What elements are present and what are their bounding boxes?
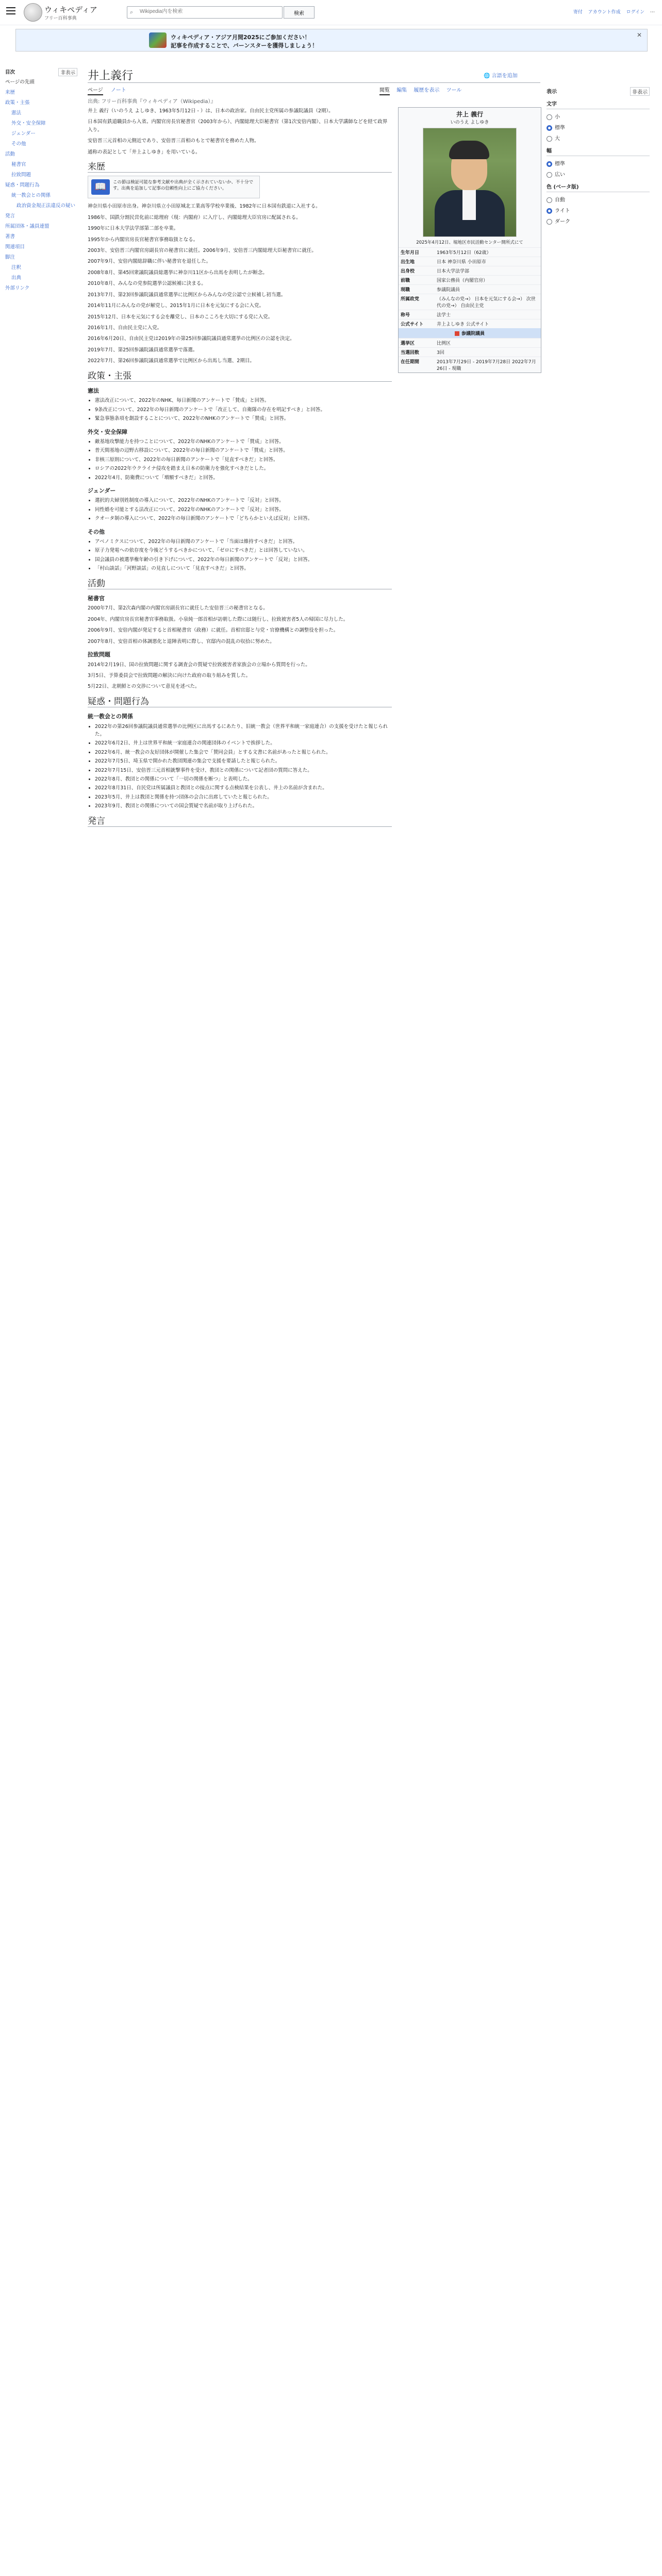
infobox-office-label: 参議院議員 [461, 331, 485, 336]
appearance-hide-button[interactable]: 非表示 [630, 87, 650, 96]
list-item: • ロシアの2022年ウクライナ侵攻を踏まえ日本の防衛力を強化すべきだとした。 [95, 465, 392, 472]
tab-read[interactable]: 閲覧 [379, 88, 390, 95]
text-size-large[interactable] [547, 132, 650, 143]
personal-tools [569, 8, 655, 15]
list-item: • クオータ制の導入について、2022年の毎日新聞のアンケートで「どちらかといえば反対」と回答。 [95, 515, 392, 522]
toc-item[interactable]: 外交・安全保障 [11, 121, 46, 126]
subsection-heading: 外交・安全保障 [88, 428, 127, 435]
radio-icon [547, 114, 552, 120]
donate-link[interactable]: 寄付 [573, 10, 583, 15]
toc-item[interactable]: 政策・主張 [5, 100, 30, 106]
subsection-heading: その他 [88, 528, 105, 535]
activity-paragraph: 2000年7月、第2次森内閣の内閣官房副長官に就任した安倍晋三の秘書官となる。 [88, 605, 268, 612]
text-size-standard[interactable] [547, 122, 650, 132]
toc-item[interactable]: 来歴 [5, 90, 15, 95]
more-icon[interactable]: ⋯ [650, 10, 655, 15]
radio-icon [547, 136, 552, 142]
wordmark[interactable]: ウィキペディア [44, 5, 97, 14]
history-paragraph: 1986年、国鉄分割民営化前に総理府（現：内閣府）に入庁し、内閣総理大臣官房に配属される。 [88, 214, 301, 221]
width-standard-label: 標準 [555, 161, 565, 167]
infobox-row [399, 347, 541, 357]
toc-item[interactable]: 著書 [5, 234, 15, 240]
text-size-large-label: 大 [555, 136, 560, 142]
text-size-small[interactable] [547, 111, 650, 122]
radio-selected-icon [547, 161, 552, 167]
activity-paragraph: 2004年、内閣官房長官秘書官事務取扱。小泉純一郎首相が訪朝した際には随行し、拉致被害者5人の帰国に尽力した。 [88, 616, 349, 622]
page-title: 井上義行 [88, 70, 134, 82]
scandal-list [88, 723, 392, 810]
history-paragraph: 2015年12月、日本を元気にする会を離党し、日本のこころを大切にする党に入党。 [88, 314, 273, 320]
toc-item[interactable]: 関連項目 [5, 244, 25, 250]
subsection-heading: 憲法 [88, 387, 99, 394]
photo-hair [449, 141, 489, 159]
section-heading-policy: 政策・主張 [88, 372, 392, 382]
infobox-value: 日本大学法学部 [437, 269, 470, 274]
search-box[interactable] [127, 6, 283, 19]
infobox-office-bar [399, 328, 541, 338]
close-icon[interactable]: ✕ [636, 31, 642, 39]
width-wide[interactable] [547, 168, 650, 179]
toc-item[interactable]: ページの先頭 [5, 79, 35, 85]
subsection-heading: ジェンダー [88, 487, 116, 494]
list-item: • 敵基地攻撃能力を持つことについて、2022年のNHKのアンケートで「賛成」と回答。 [95, 438, 392, 446]
subsection-heading: 拉致問題 [88, 651, 110, 658]
width-heading: 幅 [547, 143, 650, 156]
history-paragraph: 2019年7月、第25回参議院議員通常選挙で落選。 [88, 347, 198, 353]
infobox-row [399, 266, 541, 275]
infobox-label: 当選回数 [401, 350, 420, 355]
toc-item[interactable]: 政治資金規正法違反の疑い [16, 203, 76, 209]
history-paragraph: 神奈川県小田原市出身。神奈川県立小田原城北工業高等学校卒業後、1982年に日本国有鉄道に入社する。 [88, 204, 321, 210]
infobox-label: 出身校 [401, 269, 415, 274]
radio-selected-icon [547, 125, 552, 131]
toc-item[interactable]: 秘書官 [11, 162, 26, 167]
history-paragraph: 2014年11月にみんなの党が解党し、2015年1月に日本を元気にする会に入党。 [88, 303, 264, 309]
list-item: • 2022年の第26回参議院議員通常選挙の比例区に出馬するにあたり、旧統一教会（世界平和統一家庭連合）の支援を受けたと報じられた。 [95, 723, 392, 739]
infobox-row [399, 294, 541, 310]
history-paragraph: 2022年7月、第26回参議院議員通常選挙で比例区から出馬し当選、2期目。 [88, 358, 255, 364]
search-input[interactable] [139, 8, 275, 15]
toc-item[interactable]: その他 [11, 141, 26, 147]
login-link[interactable]: ログイン [626, 10, 645, 15]
tab-edit[interactable]: 編集 [396, 88, 407, 93]
toc-item[interactable]: 拉致問題 [11, 172, 31, 178]
color-heading: 色 (ベータ版) [547, 179, 650, 192]
infobox-value: 3回 [437, 350, 444, 355]
article-body [88, 107, 392, 830]
activity-section [88, 580, 392, 691]
list-item: • 2022年6月、統一教会の友好団体が開催した集会で「賛同会員」とする文書に名前があったと報じられた。 [95, 749, 392, 756]
list-item: • アベノミクスについて、2022年の毎日新聞のアンケートで「当面は維持すべきだ」と回答。 [95, 538, 392, 546]
list-item: • 2023年5月、井上は教団と関係を持つ団体の会合に出席していたと報じられた。 [95, 793, 392, 801]
asia-month-logo-icon [149, 32, 167, 48]
subsection-heading: 秘書官 [88, 595, 105, 602]
toc-item[interactable]: 統一教会との関係 [11, 193, 51, 198]
toc-sidebar [0, 67, 82, 293]
activity-paragraph: 2014年2月19日、国の拉致問題に関する調査会の質疑で拉致被害者家族会の立場から質問を行った。 [88, 662, 310, 668]
infobox-label: 称号 [401, 313, 410, 318]
policy-list [88, 438, 392, 482]
infobox-row [399, 257, 541, 266]
lead-paragraph: 安倍晋三元首相の元側近であり、安倍晋三首相のもとで秘書官を務めた人物。 [88, 138, 259, 144]
list-item: • 2022年8月、教団との関係について「一切の関係を断つ」と表明した。 [95, 775, 392, 783]
radio-icon [547, 197, 552, 203]
infobox-value: 比例区 [437, 341, 451, 346]
search-icon: ⌕ [130, 9, 134, 15]
toc-hide-button[interactable]: 非表示 [58, 68, 77, 76]
appearance-title: 表示 [547, 89, 557, 95]
section-heading-speech: 発言 [88, 818, 392, 827]
section-heading-scandal: 疑惑・問題行為 [88, 698, 392, 707]
policy-section [88, 372, 392, 573]
tab-talk[interactable]: ノート [111, 88, 126, 93]
infobox-row [399, 275, 541, 284]
infobox-row [399, 357, 541, 372]
lead-paragraph: 通称の表記として「井上よしゆき」を用いている。 [88, 149, 201, 155]
tab-page[interactable]: ページ [88, 88, 103, 95]
width-standard[interactable] [547, 158, 650, 168]
site-subtitle: 出典: フリー百科事典『ウィキペディア（Wikipedia）』 [88, 99, 216, 105]
section-heading-activity: 活動 [88, 580, 392, 589]
color-dark-label: ダーク [555, 219, 570, 225]
history-paragraph: 2007年9月、安倍内閣総辞職に伴い秘書官を退任した。 [88, 259, 211, 265]
toc-title: 目次 [5, 70, 15, 75]
color-light-label: ライト [555, 208, 570, 214]
infobox-label: 出生地 [401, 260, 415, 265]
infobox-rows [399, 247, 541, 328]
notice-text: この節は検証可能な参考文献や出典が全く示されていないか、不十分です。出典を追加して記事の信頼性向上にご協力ください。 [113, 180, 254, 192]
list-item: • 2022年6月2日、井上は世界平和統一家庭連合の関連団体のイベントで挨拶した。 [95, 739, 392, 747]
tab-tools[interactable]: ツール [446, 88, 462, 93]
toc-item[interactable]: 外部リンク [5, 285, 30, 291]
activity-paragraph: 2006年9月、安倍内閣が発足すると首相秘書官（政務）に就任。首相官邸と与党・官僚機構との調整役を担った。 [88, 628, 339, 634]
toc-item[interactable]: 注釈 [11, 265, 22, 270]
list-item: • 原子力発電への依存度を今後どうするべきかについて、「ゼロにすべきだ」とは回答していない。 [95, 547, 392, 554]
width-wide-label: 広い [555, 172, 565, 178]
create-account-link[interactable]: アカウント作成 [588, 10, 621, 15]
list-item: • 同性婚を可能とする法改正について、2022年のNHKのアンケートで「反対」と回答。 [95, 506, 392, 514]
activity-paragraph: 2007年8月、安倍首相の体調悪化と退陣表明に際し、官邸内の混乱の収拾に努めた。 [88, 638, 275, 645]
portrait-photo[interactable] [423, 128, 517, 237]
infobox-row [399, 319, 541, 328]
party-color-icon [455, 331, 459, 336]
banner-line-2: 記事を作成することで、バーンスターを獲得しましょう！ [171, 42, 318, 49]
infobox-value: 国家公務員（内閣官房） [437, 278, 488, 283]
add-languages-label: 言語を追加 [491, 73, 518, 79]
history-paragraph: 2016年1月、自由民主党に入党。 [88, 325, 162, 331]
appearance-heading [547, 86, 650, 96]
add-languages-button[interactable]: 🌐 言語を追加 [484, 73, 518, 79]
list-item: • 国会議員の被選挙権年齢の引き下げについて、2022年の毎日新聞のアンケートで「反対」と回答。 [95, 556, 392, 564]
history-paragraph: 2003年、安倍晋三内閣官房副長官の秘書官に就任。2006年9月、安倍晋三内閣総理大臣秘書官に就任。 [88, 248, 317, 254]
lead-section [88, 107, 392, 156]
policy-list [88, 497, 392, 522]
history-paragraph: 2013年7月、第23回参議院議員通常選挙に比例区からみんなの党公認で立候補し初当選。 [88, 292, 286, 298]
color-auto[interactable] [547, 194, 650, 205]
main-menu-icon[interactable] [6, 7, 15, 14]
toc-list [0, 76, 82, 293]
toc-item[interactable]: 発言 [5, 213, 15, 219]
text-size-small-label: 小 [555, 114, 560, 120]
namespace-tabs [88, 86, 133, 93]
text-size-heading: 文字 [547, 96, 650, 109]
color-light[interactable] [547, 205, 650, 215]
infobox-value: 法学士 [437, 313, 451, 318]
infobox-row [399, 284, 541, 294]
campaign-banner [15, 29, 648, 52]
infobox-value: （みんなの党→） 日本を元気にする会→） 次世代の党→） 自由民主党 [437, 297, 536, 309]
history-paragraph: 1990年に日本大学法学部第二部を卒業。 [88, 226, 179, 232]
section-heading-history: 来歴 [88, 163, 392, 173]
appearance-panel [547, 86, 650, 226]
citation-needed-notice [88, 176, 260, 198]
infobox-rows-2 [399, 338, 541, 372]
infobox-label: 所属政党 [401, 297, 420, 302]
infobox-label: 生年月日 [401, 250, 420, 256]
book-icon: 📖 [91, 179, 110, 195]
list-item: • 憲法改正について、2022年のNHK、毎日新聞のアンケートで「賛成」と回答。 [95, 397, 392, 404]
list-item: • 選択的夫婦別姓制度の導入について、2022年のNHKのアンケートで「反対」と回答。 [95, 497, 392, 504]
list-item: • 2022年7月5日、埼玉県で開かれた教団関連の集会で支援を要請したと報じられた。 [95, 757, 392, 765]
text-size-standard-label: 標準 [555, 125, 565, 131]
infobox-value: 1963年5月12日（62歳） [437, 250, 491, 256]
history-paragraph: 2010年8月、みんなの党参院選挙公認候補に決まる。 [88, 281, 206, 287]
infobox-value: 井上よしゆき 公式サイト [437, 322, 489, 327]
toc-item[interactable]: ジェンダー [11, 131, 36, 137]
tab-history[interactable]: 履歴を表示 [413, 88, 440, 93]
search-button[interactable]: 検索 [284, 6, 315, 19]
toc-item[interactable]: 所属団体・議員連盟 [5, 224, 49, 229]
toc-item[interactable]: 憲法 [11, 110, 22, 116]
title-divider [88, 82, 540, 83]
infobox-value: 2013年7月29日 - 2019年7月28日 2022年7月26日 - 現職 [437, 360, 536, 371]
infobox-label: 前職 [401, 278, 410, 283]
list-item: • 2022年8月31日、自民党は所属議員と教団との接点に関する点検結果を公表し、井上の名前が含まれた。 [95, 784, 392, 792]
site-header [0, 0, 662, 25]
list-item: • 普天間基地の辺野古移設について、2022年の毎日新聞のアンケートで「賛成」と回答。 [95, 447, 392, 454]
list-item: • 2023年9月、教団との関係についての国会質疑で名前が取り上げられた。 [95, 802, 392, 810]
color-auto-label: 自動 [555, 197, 565, 203]
infobox-row [399, 247, 541, 257]
policy-list [88, 397, 392, 422]
infobox-kana: いのうえ よしゆき [450, 120, 489, 125]
banner-line-1[interactable]: ウィキペディア・アジア月間2025にご参加ください！ [171, 34, 310, 41]
radio-icon [547, 172, 552, 178]
list-item: • 2022年7月15日、安倍晋三元首相銃撃事件を受け、教団との関係について記者団の質問に答えた。 [95, 767, 392, 774]
radio-selected-icon [547, 208, 552, 214]
list-item: • 非核三原則について、2022年の毎日新聞のアンケートで「見直すべきだ」と回答。 [95, 456, 392, 464]
toc-item[interactable]: 出典 [11, 275, 22, 281]
history-paragraph: 1995年から内閣官房長官秘書官事務取扱となる。 [88, 236, 198, 243]
infobox-value: 日本 神奈川県 小田原市 [437, 260, 486, 265]
scandal-section [88, 698, 392, 810]
history-section [88, 163, 392, 365]
policy-list [88, 538, 392, 573]
toc-item[interactable]: 疑惑・問題行為 [5, 182, 40, 188]
toc-item[interactable]: 脚注 [5, 255, 15, 260]
view-tabs [379, 86, 467, 93]
infobox-label: 公式サイト [401, 322, 424, 327]
lead-paragraph: 日本国有鉄道職員から入省。内閣官房長官秘書官（2003年から）、内閣総理大臣秘書官（第1次安倍内閣）、日本大学講師などを経て政界入り。 [88, 119, 388, 133]
list-item: • 9条改正について、2022年の毎日新聞のアンケートで「改正して、自衛隊の存在を明記すべき」と回答。 [95, 406, 392, 414]
infobox-label: 在任期間 [401, 360, 420, 365]
radio-icon [547, 219, 552, 225]
list-item: • 緊急事態条項を創設することについて、2022年のNHKのアンケートで「賛成」と回答。 [95, 415, 392, 422]
infobox-row [399, 338, 541, 347]
wikipedia-logo-icon[interactable] [24, 3, 42, 22]
infobox-label: 選挙区 [401, 341, 415, 346]
color-dark[interactable] [547, 215, 650, 226]
photo-shirt [462, 189, 476, 220]
infobox-label: 現職 [401, 287, 410, 293]
infobox-value: 参議院議員 [437, 287, 460, 293]
list-item: • 2022年4月、防衛費について「増額すべきだ」と回答。 [95, 474, 392, 482]
infobox-row [399, 310, 541, 319]
activity-paragraph: 3月5日、予算委員会で拉致問題の解決に向けた政府の取り組みを質した。 [88, 672, 251, 679]
lead-paragraph: 井上 義行（いのうえ よしゆき、1963年5月12日 - ）は、日本の政治家。自由民主党所属の参議院議員（2期）。 [88, 108, 334, 114]
subsection-heading: 統一教会との関係 [88, 713, 133, 720]
history-paragraph: 2008年8月、第45回衆議院議員総選挙に神奈川11区から出馬を表明したが断念。 [88, 269, 268, 276]
photo-caption: 2025年4月12日、堀地区市民活動センター開所式にて [416, 240, 523, 245]
activity-paragraph: 5月22日、北朝鮮との交渉について意見を述べた。 [88, 684, 200, 690]
infobox [398, 107, 541, 373]
infobox-name: 井上 義行 [456, 111, 484, 118]
tagline: フリー百科事典 [44, 16, 77, 21]
toc-heading [0, 67, 82, 76]
history-paragraph: 2016年6月20日、自由民主党は2019年の第25回参議院議員通常選挙の比例区の公認を決定。 [88, 336, 295, 342]
list-item: • 「村山談話」「河野談話」の見直しについて「見直すべきだ」と回答。 [95, 565, 392, 572]
toc-item[interactable]: 活動 [5, 151, 15, 157]
